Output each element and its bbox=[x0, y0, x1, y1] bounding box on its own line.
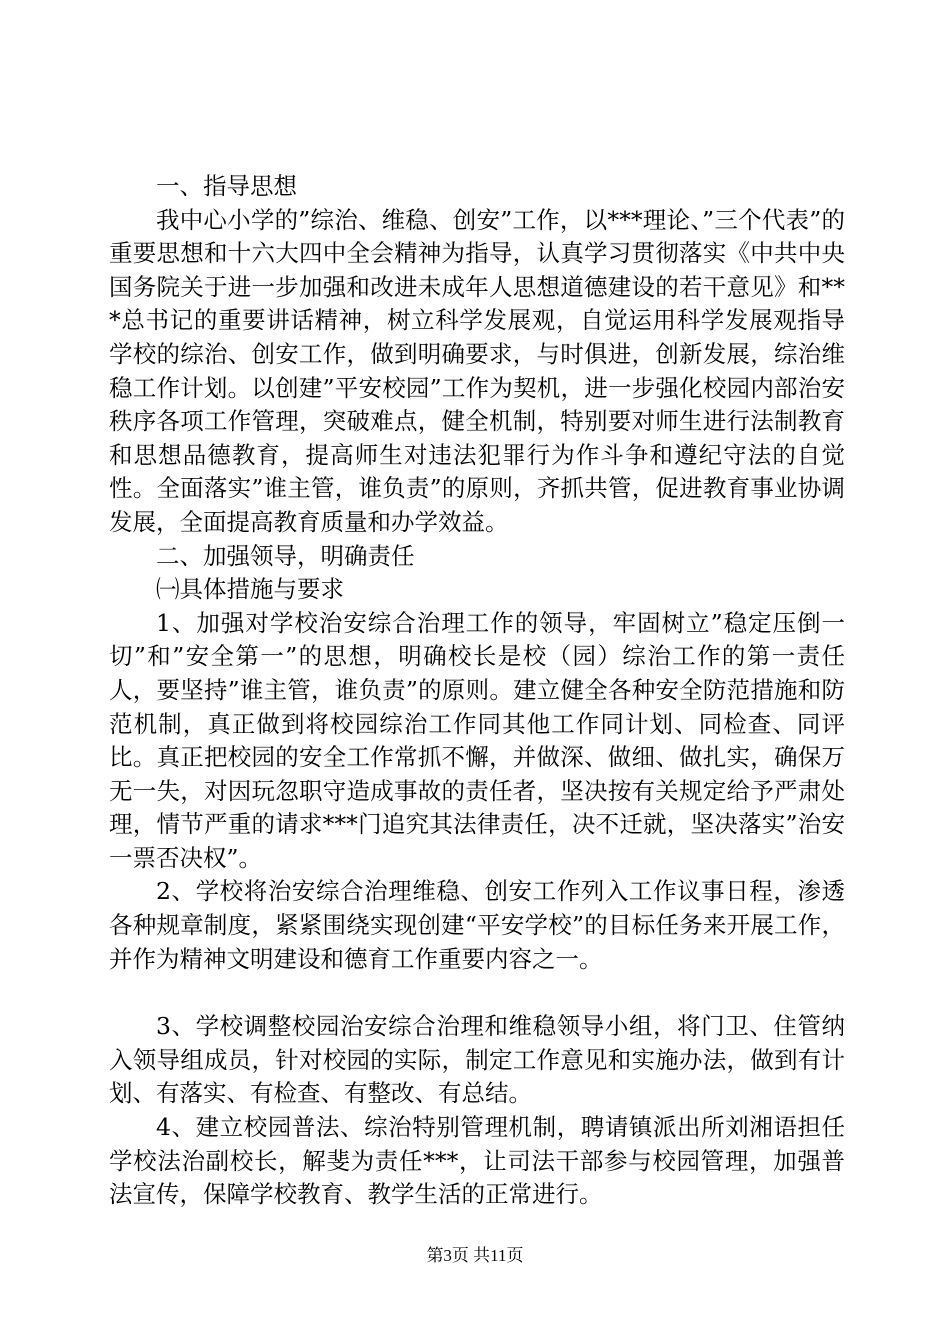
paragraph-guiding-ideology: 我中心小学的”综治、维稳、创安”工作，以***理论、”三个代表”的重要思想和十六大四中全会精神为指导，认真学习贯彻落实《中共中央国务院关于进一步加强和改进未成年人思想道德建设的若干意见》和***总书记的重要讲话精神，树立科学发展观，自觉运用科学发展观指导学校的综治、创安工作，做到明确要求，与时俱进，创新发展，综治维稳工作计划。以创建”平安校园”工作为契机，进一步强化校园内部治安秩序各项工作管理，突破难点，健全机制，特别要对师生进行法制教育和思想品德教育，提高师生对违法犯罪行为作斗争和遵纪守法的自觉性。全面落实”谁主管，谁负责”的原则，齐抓共管，促进教育事业协调发展，全面提高教育质量和办学效益。 bbox=[109, 205, 845, 536]
paragraph-item-3: 3、学校调整校园治安综合治理和维稳领导小组，将门卫、住管纳入领导组成员，针对校园的实际，制定工作意见和实施办法，做到有计划、有落实、有检查、有整改、有总结。 bbox=[109, 1012, 845, 1108]
paragraph-item-1: 1、加强对学校治安综合治理工作的领导，牢固树立”稳定压倒一切”和”安全第一”的思想，明确校长是校（园）综治工作的第一责任人，要坚持”谁主管，谁负责”的原则。建立健全各种安全防范措施和防范机制，真正做到将校园综治工作同其他工作同计划、同检查、同评比。真正把校园的安全工作常抓不懈，并做深、做细、做扎实，确保万无一失，对因玩忽职守造成事故的责任者，坚决按有关规定给予严肃处理，情节严重的请求***门追究其法律责任，决不迁就，坚决落实”治安一票否决权”。 bbox=[109, 608, 845, 872]
paragraph-item-4: 4、建立校园普法、综治特别管理机制，聘请镇派出所刘湘语担任学校法治副校长，解斐为责任***，让司法干部参与校园管理，加强普法宣传，保障学校教育、教学生活的正常进行。 bbox=[109, 1113, 845, 1209]
subsection-heading-measures: ㈠具体措施与要求 bbox=[156, 575, 344, 604]
section-heading-guiding-ideology: 一、指导思想 bbox=[156, 172, 297, 200]
document-body bbox=[109, 170, 845, 1212]
section-heading-leadership: 二、加强领导，明确责任 bbox=[156, 541, 415, 570]
page-number-footer: 第3页 共11页 bbox=[426, 1246, 524, 1265]
paragraph-item-2: 2、学校将治安综合治理维稳、创安工作列入工作议事日程，渗透各种规章制度，紧紧围绕实现创建“平安学校”的目标任务来开展工作，并作为精神文明建设和德育工作重要内容之一。 bbox=[109, 877, 845, 973]
